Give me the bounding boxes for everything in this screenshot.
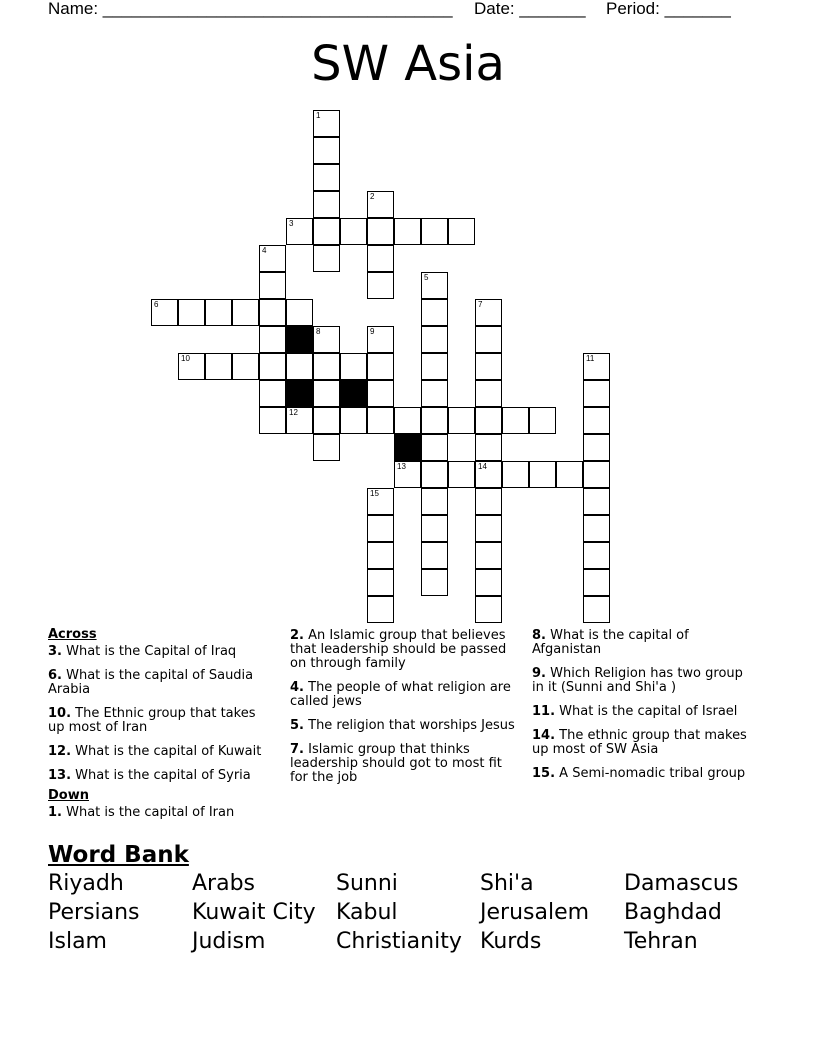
crossword-cell[interactable] bbox=[340, 407, 367, 434]
word-bank-item: Kuwait City bbox=[192, 900, 316, 925]
cell-number: 8 bbox=[316, 327, 321, 336]
crossword-cell[interactable] bbox=[367, 569, 394, 596]
crossword-cell[interactable] bbox=[394, 218, 421, 245]
down-heading: Down bbox=[48, 788, 89, 803]
page-title: SW Asia bbox=[311, 36, 505, 92]
clue-across-10: 10. The Ethnic group that takes up most of Iran bbox=[48, 706, 256, 735]
crossword-block bbox=[286, 380, 313, 407]
crossword-cell[interactable] bbox=[340, 353, 367, 380]
crossword-cell[interactable] bbox=[475, 488, 502, 515]
cell-number: 14 bbox=[478, 462, 487, 471]
crossword-cell[interactable] bbox=[583, 353, 610, 380]
cell-number: 7 bbox=[478, 300, 483, 309]
crossword-cell[interactable] bbox=[583, 569, 610, 596]
crossword-cell[interactable] bbox=[313, 245, 340, 272]
word-bank-item: Shi'a bbox=[480, 871, 534, 896]
crossword-cell[interactable] bbox=[259, 326, 286, 353]
word-bank-title: Word Bank bbox=[48, 842, 189, 868]
crossword-cell[interactable] bbox=[367, 407, 394, 434]
crossword-block bbox=[394, 434, 421, 461]
cell-number: 4 bbox=[262, 246, 267, 255]
crossword-cell[interactable] bbox=[286, 353, 313, 380]
crossword-cell[interactable] bbox=[367, 191, 394, 218]
cell-number: 6 bbox=[154, 300, 159, 309]
crossword-cell[interactable] bbox=[421, 434, 448, 461]
cell-number: 1 bbox=[316, 111, 321, 120]
crossword-cell[interactable] bbox=[259, 272, 286, 299]
crossword-cell[interactable] bbox=[367, 488, 394, 515]
crossword-cell[interactable] bbox=[367, 542, 394, 569]
crossword-cell[interactable] bbox=[583, 488, 610, 515]
crossword-cell[interactable] bbox=[421, 380, 448, 407]
crossword-cell[interactable] bbox=[421, 407, 448, 434]
crossword-cell[interactable] bbox=[313, 434, 340, 461]
cell-number: 11 bbox=[586, 354, 595, 363]
crossword-cell[interactable] bbox=[475, 461, 502, 488]
cell-number: 13 bbox=[397, 462, 406, 471]
crossword-cell[interactable] bbox=[448, 218, 475, 245]
crossword-cell[interactable] bbox=[313, 191, 340, 218]
crossword-cell[interactable] bbox=[205, 299, 232, 326]
crossword-cell[interactable] bbox=[421, 515, 448, 542]
word-bank-item: Christianity bbox=[336, 929, 462, 954]
crossword-cell[interactable] bbox=[583, 434, 610, 461]
crossword-cell[interactable] bbox=[367, 353, 394, 380]
crossword-cell[interactable] bbox=[475, 596, 502, 623]
crossword-cell[interactable] bbox=[313, 380, 340, 407]
crossword-cell[interactable] bbox=[583, 596, 610, 623]
clue-across-13: 13. What is the capital of Syria bbox=[48, 768, 251, 783]
crossword-cell[interactable] bbox=[394, 407, 421, 434]
word-bank-item: Kurds bbox=[480, 929, 542, 954]
crossword-cell[interactable] bbox=[340, 218, 367, 245]
crossword-cell[interactable] bbox=[583, 542, 610, 569]
crossword-cell[interactable] bbox=[475, 515, 502, 542]
crossword-cell[interactable] bbox=[421, 569, 448, 596]
crossword-cell[interactable] bbox=[421, 488, 448, 515]
crossword-cell[interactable] bbox=[475, 326, 502, 353]
date-field[interactable]: Date: _______ bbox=[474, 0, 586, 18]
clues-column-2 bbox=[290, 629, 522, 795]
word-bank-item: Jerusalem bbox=[480, 900, 590, 925]
crossword-cell[interactable] bbox=[259, 380, 286, 407]
crossword-cell[interactable] bbox=[313, 326, 340, 353]
crossword-cell[interactable] bbox=[205, 353, 232, 380]
crossword-cell[interactable] bbox=[421, 218, 448, 245]
crossword-cell[interactable] bbox=[475, 542, 502, 569]
crossword-cell[interactable] bbox=[475, 380, 502, 407]
crossword-cell[interactable] bbox=[286, 299, 313, 326]
crossword-cell[interactable] bbox=[178, 353, 205, 380]
crossword-cell[interactable] bbox=[259, 245, 286, 272]
cell-number: 9 bbox=[370, 327, 375, 336]
crossword-cell[interactable] bbox=[178, 299, 205, 326]
word-bank-item: Baghdad bbox=[624, 900, 722, 925]
crossword-cell[interactable] bbox=[367, 515, 394, 542]
clue-down-4: 4. The people of what religion are called jews bbox=[290, 680, 511, 709]
crossword-cell[interactable] bbox=[421, 353, 448, 380]
crossword-cell[interactable] bbox=[421, 272, 448, 299]
cell-number: 5 bbox=[424, 273, 429, 282]
crossword-cell[interactable] bbox=[583, 461, 610, 488]
word-bank-item: Damascus bbox=[624, 871, 739, 896]
crossword-cell[interactable] bbox=[367, 218, 394, 245]
crossword-cell[interactable] bbox=[313, 137, 340, 164]
student-info-header bbox=[0, 0, 816, 24]
crossword-cell[interactable] bbox=[583, 380, 610, 407]
crossword-cell[interactable] bbox=[475, 407, 502, 434]
crossword-cell[interactable] bbox=[367, 326, 394, 353]
word-bank-item: Persians bbox=[48, 900, 140, 925]
clue-down-8: 8. What is the capital of Afganistan bbox=[532, 628, 689, 657]
crossword-cell[interactable] bbox=[529, 461, 556, 488]
crossword-cell[interactable] bbox=[232, 353, 259, 380]
clue-down-2: 2. An Islamic group that believes that leadership should be passed on through family bbox=[290, 628, 507, 671]
word-bank-item: Judism bbox=[192, 929, 266, 954]
crossword-cell[interactable] bbox=[313, 353, 340, 380]
crossword-cell[interactable] bbox=[394, 461, 421, 488]
cell-number: 15 bbox=[370, 489, 379, 498]
clue-down-14: 14. The ethnic group that makes up most of SW Asia bbox=[532, 728, 747, 757]
across-heading: Across bbox=[48, 627, 97, 642]
crossword-cell[interactable] bbox=[313, 164, 340, 191]
crossword-cell[interactable] bbox=[259, 407, 286, 434]
word-bank bbox=[48, 870, 788, 955]
crossword-cell[interactable] bbox=[475, 353, 502, 380]
crossword-cell[interactable] bbox=[367, 272, 394, 299]
clue-down-11: 11. What is the capital of Israel bbox=[532, 704, 738, 719]
word-bank-item: Riyadh bbox=[48, 871, 124, 896]
clue-down-5: 5. The religion that worships Jesus bbox=[290, 718, 515, 733]
crossword-cell[interactable] bbox=[367, 380, 394, 407]
crossword-cell[interactable] bbox=[367, 245, 394, 272]
crossword-cell[interactable] bbox=[448, 407, 475, 434]
clue-down-15: 15. A Semi-nomadic tribal group bbox=[532, 766, 746, 781]
clue-across-12: 12. What is the capital of Kuwait bbox=[48, 744, 262, 759]
word-bank-item: Islam bbox=[48, 929, 107, 954]
clue-down-7: 7. Islamic group that thinks leadership should got to most fit for the job bbox=[290, 742, 502, 785]
crossword-cell[interactable] bbox=[502, 461, 529, 488]
crossword-cell[interactable] bbox=[286, 218, 313, 245]
crossword-cell[interactable] bbox=[475, 299, 502, 326]
crossword-cell[interactable] bbox=[556, 461, 583, 488]
cell-number: 12 bbox=[289, 408, 298, 417]
word-bank-item: Arabs bbox=[192, 871, 256, 896]
crossword-cell[interactable] bbox=[475, 569, 502, 596]
crossword-cell[interactable] bbox=[313, 110, 340, 137]
crossword-cell[interactable] bbox=[475, 434, 502, 461]
crossword-cell[interactable] bbox=[151, 299, 178, 326]
crossword-cell[interactable] bbox=[313, 218, 340, 245]
crossword-cell[interactable] bbox=[421, 461, 448, 488]
clue-across-6: 6. What is the capital of Saudia Arabia bbox=[48, 668, 254, 697]
clue-across-3: 3. What is the Capital of Iraq bbox=[48, 644, 237, 659]
crossword-cell[interactable] bbox=[313, 407, 340, 434]
crossword-cell[interactable] bbox=[259, 299, 286, 326]
crossword-cell[interactable] bbox=[529, 407, 556, 434]
crossword-cell[interactable] bbox=[448, 461, 475, 488]
clues-column-1 bbox=[48, 628, 274, 830]
crossword-cell[interactable] bbox=[232, 299, 259, 326]
crossword-cell[interactable] bbox=[259, 353, 286, 380]
clue-down-1: 1. What is the capital of Iran bbox=[48, 805, 235, 820]
crossword-block bbox=[286, 326, 313, 353]
cell-number: 3 bbox=[289, 219, 294, 228]
crossword-cell[interactable] bbox=[502, 407, 529, 434]
word-bank-item: Sunni bbox=[336, 871, 398, 896]
clue-down-9: 9. Which Religion has two group in it (Sunni and Shi'a ) bbox=[532, 666, 743, 695]
crossword-cell[interactable] bbox=[421, 542, 448, 569]
cell-number: 2 bbox=[370, 192, 375, 201]
clues-column-3 bbox=[532, 629, 758, 791]
crossword-cell[interactable] bbox=[583, 515, 610, 542]
period-field[interactable]: Period: _______ bbox=[606, 0, 731, 18]
word-bank-item: Kabul bbox=[336, 900, 398, 925]
word-bank-item: Tehran bbox=[624, 929, 698, 954]
name-field[interactable]: Name: _____________________________________ bbox=[48, 0, 453, 18]
crossword-cell[interactable] bbox=[286, 407, 313, 434]
crossword-cell[interactable] bbox=[367, 596, 394, 623]
crossword-cell[interactable] bbox=[421, 299, 448, 326]
cell-number: 10 bbox=[181, 354, 190, 363]
crossword-block bbox=[340, 380, 367, 407]
crossword-cell[interactable] bbox=[583, 407, 610, 434]
crossword-cell[interactable] bbox=[421, 326, 448, 353]
